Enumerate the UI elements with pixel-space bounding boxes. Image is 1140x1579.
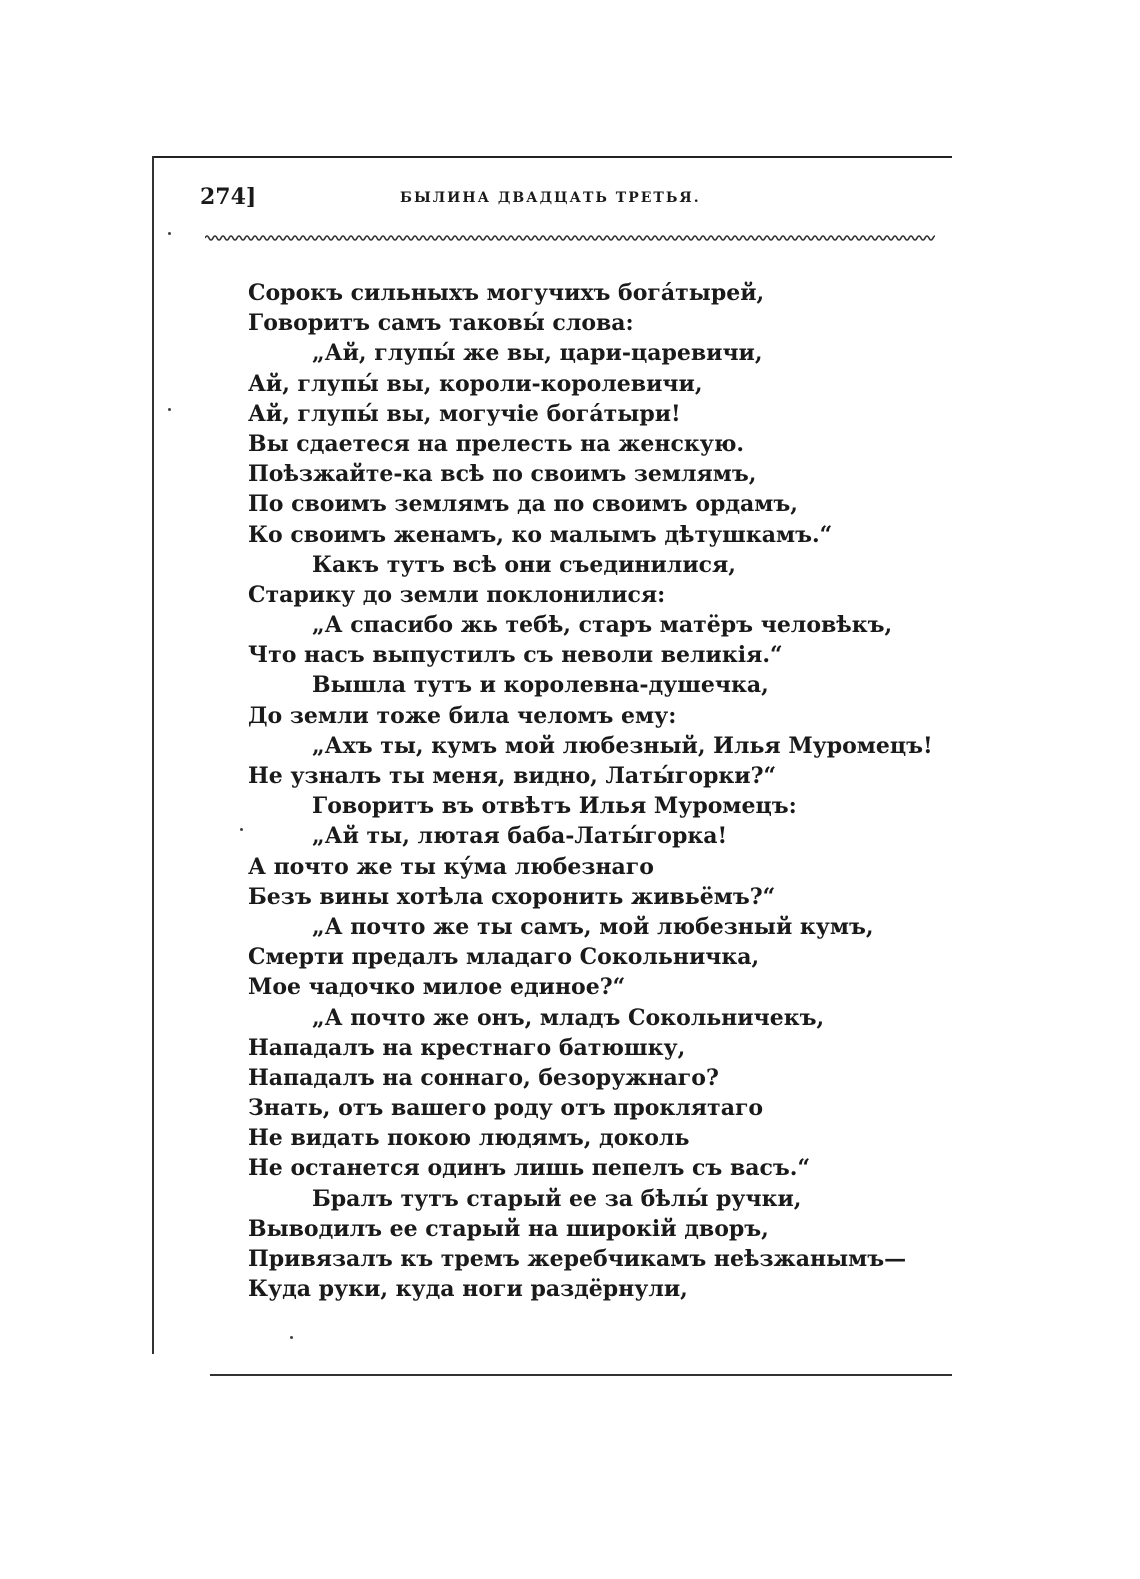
running-title: БЫЛИНА ДВАДЦАТЬ ТРЕТЬЯ. <box>400 190 701 206</box>
verse-line: Куда руки, куда ноги раздёрнули, <box>248 1276 688 1303</box>
verse-line: „А почто же ты самъ, мой любезный кумъ, <box>312 913 874 940</box>
wavy-divider <box>205 232 935 244</box>
verse-line: А почто же ты ку́ма любезнаго <box>248 853 654 880</box>
verse-line: Привязалъ къ тремъ жеребчикамъ неѣзжанымъ— <box>248 1246 907 1272</box>
verse-line: Ко своимъ женамъ, ко малымъ дѣтушкамъ.“ <box>248 521 833 548</box>
verse-line: Нападалъ на крестнаго батюшку, <box>248 1034 686 1061</box>
verse-line: Безъ вины хотѣла схоронить живьёмъ?“ <box>248 883 776 910</box>
left-margin-rule <box>152 156 154 1354</box>
verse-line: Не узналъ ты меня, видно, Латы́горки?“ <box>248 763 777 789</box>
verse-line: Говоритъ въ отвѣтъ Илья Муромецъ: <box>312 793 797 820</box>
verse-line: Вышла тутъ и королевна-душечка, <box>312 672 769 699</box>
verse-line: Мое чадочко милое единое?“ <box>248 974 626 1001</box>
print-speck <box>168 408 171 411</box>
verse-line: „Ахъ ты, кумъ мой любезный, Илья Муромецъ! <box>312 732 933 759</box>
verse-line: Знать, отъ вашего роду отъ проклятаго <box>248 1095 764 1122</box>
bottom-rule <box>210 1374 952 1376</box>
verse-line: Бралъ тутъ старый ее за бѣлы́ ручки, <box>312 1185 802 1212</box>
top-rule <box>152 156 952 158</box>
verse-line: Не видать покою людямъ, доколь <box>248 1125 690 1152</box>
verse-line: Нападалъ на соннаго, безоружнаго? <box>248 1064 719 1091</box>
verse-line: „Ай ты, лютая баба-Латы́горка! <box>312 823 728 850</box>
verse-line: По своимъ землямъ да по своимъ ордамъ, <box>248 491 798 518</box>
verse-line: Ай, глупы́ вы, короли-королевичи, <box>248 370 703 397</box>
verse-line: Поѣзжайте-ка всѣ по своимъ землямъ, <box>248 461 757 488</box>
verse-line: Говоритъ самъ таковы́ слова: <box>248 310 634 337</box>
verse-line: „А спасибо жь тебѣ, старъ матёръ человѣкъ, <box>312 612 893 639</box>
verse-line: „Ай, глупы́ же вы, цари-царевичи, <box>312 340 763 367</box>
verse-line: Смерти предалъ младаго Сокольничка, <box>248 944 760 971</box>
verse-body <box>248 278 948 1304</box>
print-speck <box>168 232 171 235</box>
verse-line: Ай, глупы́ вы, могучіе богáтыри! <box>248 400 681 427</box>
print-speck <box>290 1336 293 1339</box>
verse-line: Вы сдаетеся на прелесть на женскую. <box>248 430 745 457</box>
print-speck <box>240 828 243 831</box>
verse-line: Какъ тутъ всѣ они съединилися, <box>312 551 736 578</box>
verse-line: До земли тоже била челомъ ему: <box>248 702 677 729</box>
verse-line: Сорокъ сильныхъ могучихъ богáтырей, <box>248 280 765 306</box>
verse-line: Старику до земли поклонилися: <box>248 581 666 608</box>
verse-line: Выводилъ ее старый на широкій дворъ, <box>248 1215 769 1242</box>
verse-line: Что насъ выпустилъ съ неволи великія.“ <box>248 642 783 669</box>
page-number: 274] <box>200 184 257 210</box>
verse-line: „А почто же онъ, младъ Сокольничекъ, <box>312 1004 825 1031</box>
verse-line: Не останется одинъ лишь пепелъ съ васъ.“ <box>248 1155 811 1182</box>
